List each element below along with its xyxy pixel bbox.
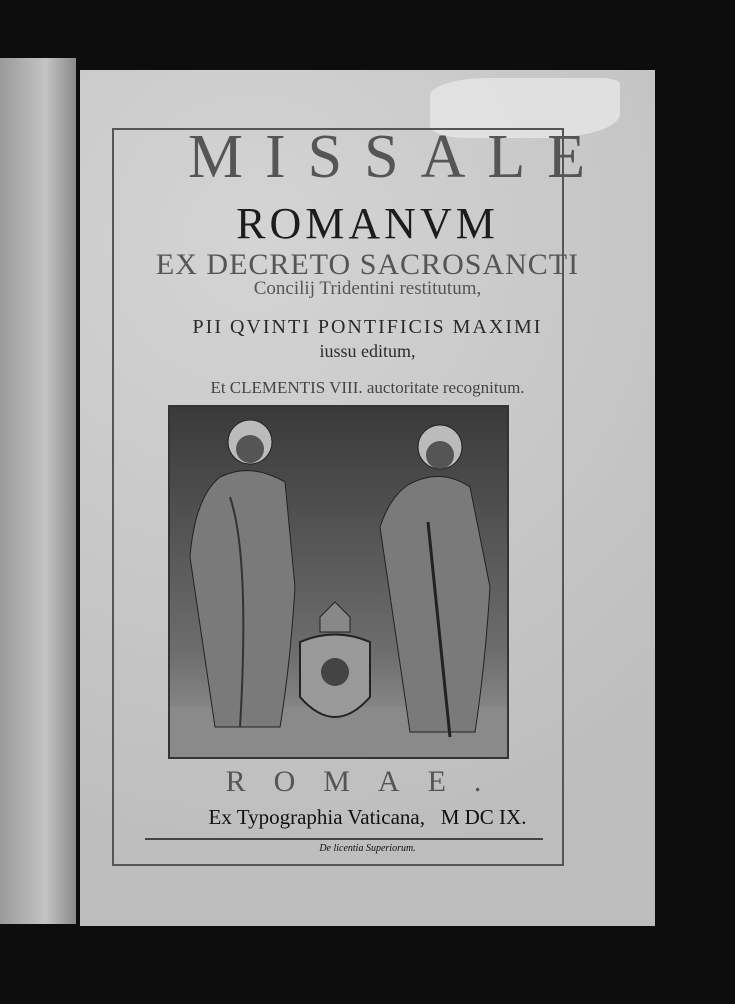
papal-coat-of-arms xyxy=(300,602,370,717)
engraving-saints-peter-paul xyxy=(168,405,509,759)
horizontal-rule xyxy=(145,838,543,840)
saint-paul-figure xyxy=(380,425,490,737)
book-title: MISSALE xyxy=(187,123,608,191)
imprint-line: Ex Typographia Vaticana, M DC IX. xyxy=(208,805,527,829)
council-line: Concilij Tridentini restitutum, xyxy=(253,278,482,299)
pope-line: PII QVINTI PONTIFICIS MAXIMI xyxy=(192,316,543,338)
book-subtitle: ROMANVM xyxy=(236,199,499,248)
saint-peter-figure xyxy=(190,420,295,727)
engraving-illustration xyxy=(170,407,507,757)
place-of-printing: ROMAE. xyxy=(225,765,510,798)
license-line: De licentia Superiorum. xyxy=(319,843,416,854)
left-page-edge xyxy=(0,58,76,924)
decree-line: EX DECRETO SACROSANCTI xyxy=(155,248,580,281)
edited-line: iussu editum, xyxy=(319,341,416,361)
clement-line: Et CLEMENTIS VIII. auctoritate recognitum. xyxy=(210,378,525,397)
